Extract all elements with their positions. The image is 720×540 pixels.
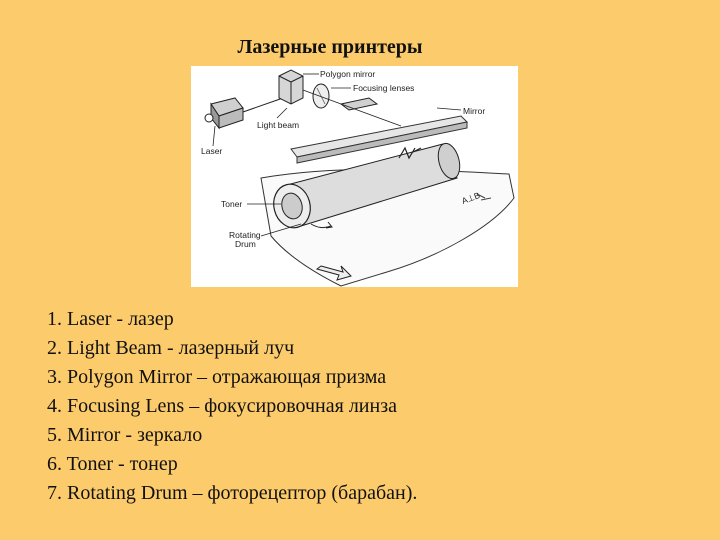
label-focusing-lenses: Focusing lenses bbox=[353, 83, 415, 93]
label-polygon-mirror: Polygon mirror bbox=[320, 69, 376, 79]
list-item: 6. Toner - тонер bbox=[47, 453, 178, 475]
label-laser: Laser bbox=[201, 146, 223, 156]
label-rotating-drum-line1: Rotating bbox=[229, 230, 261, 240]
slide-title: Лазерные принтеры bbox=[237, 36, 423, 58]
laser-printer-diagram bbox=[191, 66, 518, 287]
label-toner: Toner bbox=[221, 199, 243, 209]
list-item: 7. Rotating Drum – фоторецептор (барабан). bbox=[47, 482, 418, 504]
component-list bbox=[47, 305, 687, 508]
svg-text:A⊥B: A⊥B bbox=[460, 190, 482, 206]
polygon-mirror bbox=[279, 70, 303, 104]
list-item: 5. Mirror - зеркало bbox=[47, 424, 203, 446]
list-item: 2. Light Beam - лазерный луч bbox=[47, 337, 295, 359]
list-item: 4. Focusing Lens – фокусировочная линза bbox=[47, 395, 397, 417]
label-light-beam: Light beam bbox=[257, 120, 300, 130]
list-item: 3. Polygon Mirror – отражающая призма bbox=[47, 366, 387, 388]
label-mirror: Mirror bbox=[463, 106, 486, 116]
label-rotating-drum-line2: Drum bbox=[235, 239, 256, 249]
list-item: 1. Laser - лазер bbox=[47, 308, 174, 330]
